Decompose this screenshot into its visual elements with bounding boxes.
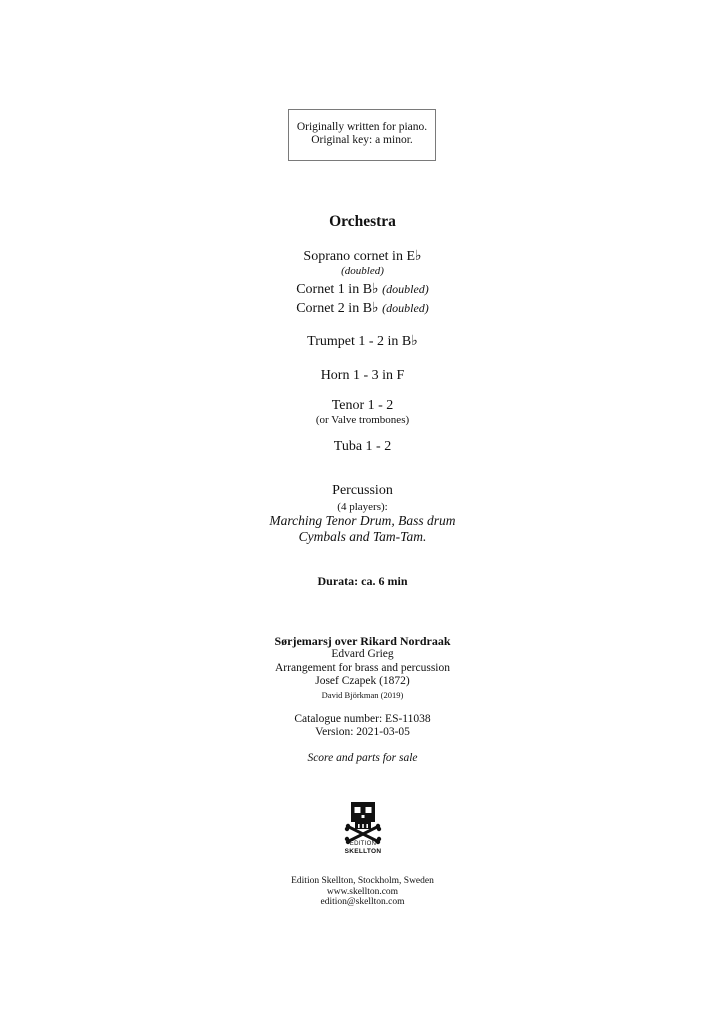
- cornet1-line: [0, 281, 725, 298]
- composer: Edvard Grieg: [331, 648, 394, 660]
- durata: Durata: ca. 6 min: [317, 574, 408, 588]
- editor: David Björkman (2019): [321, 690, 404, 700]
- cornet2-label: Cornet 2 in B♭: [296, 301, 379, 316]
- orchestra-heading: Orchestra: [329, 213, 396, 230]
- soprano-cornet-note: (doubled): [341, 265, 384, 277]
- horn-line: Horn 1 - 3 in F: [320, 368, 405, 383]
- cornet1-label: Cornet 1 in B♭: [296, 282, 379, 297]
- tuba-line: Tuba 1 - 2: [333, 439, 392, 454]
- cornet2-line: [0, 300, 725, 317]
- arrangement: Arrangement for brass and percussion: [275, 662, 450, 674]
- tenor-note: (or Valve trombones): [315, 414, 410, 426]
- publisher-email: edition@skellton.com: [320, 897, 405, 907]
- edition-skellton-logo: [338, 800, 388, 858]
- version: Version: 2021-03-05: [315, 726, 410, 738]
- publisher-website: www.skellton.com: [326, 887, 399, 897]
- publisher-address: Edition Skellton, Stockholm, Sweden: [291, 876, 434, 886]
- trumpet-line: Trumpet 1 - 2 in B♭: [307, 334, 418, 349]
- percussion-players: (4 players):: [337, 501, 388, 513]
- logo-edition-text: EDITION: [349, 841, 377, 847]
- work-title: Sørjemarsj over Rikard Nordraak: [274, 634, 451, 648]
- catalogue-number: Catalogue number: ES-11038: [294, 713, 431, 725]
- tenor-line: Tenor 1 - 2: [331, 398, 394, 413]
- soprano-cornet-line: Soprano cornet in E♭: [303, 249, 422, 264]
- original-instrument-note: Originally written for piano.: [296, 121, 428, 133]
- original-key-note: Original key: a minor.: [311, 134, 413, 146]
- sale-note: Score and parts for sale: [307, 752, 418, 764]
- arranger: Josef Czapek (1872): [315, 675, 410, 687]
- original-key-note-box: [288, 109, 436, 161]
- percussion-instruments-2: Cymbals and Tam-Tam.: [298, 529, 427, 544]
- percussion-heading: Percussion: [332, 483, 393, 498]
- cornet1-note: (doubled): [382, 282, 429, 296]
- cornet2-note: (doubled): [382, 301, 429, 315]
- logo-skellton-text: SKELLTON: [344, 848, 382, 855]
- percussion-instruments-1: Marching Tenor Drum, Bass drum: [269, 513, 456, 528]
